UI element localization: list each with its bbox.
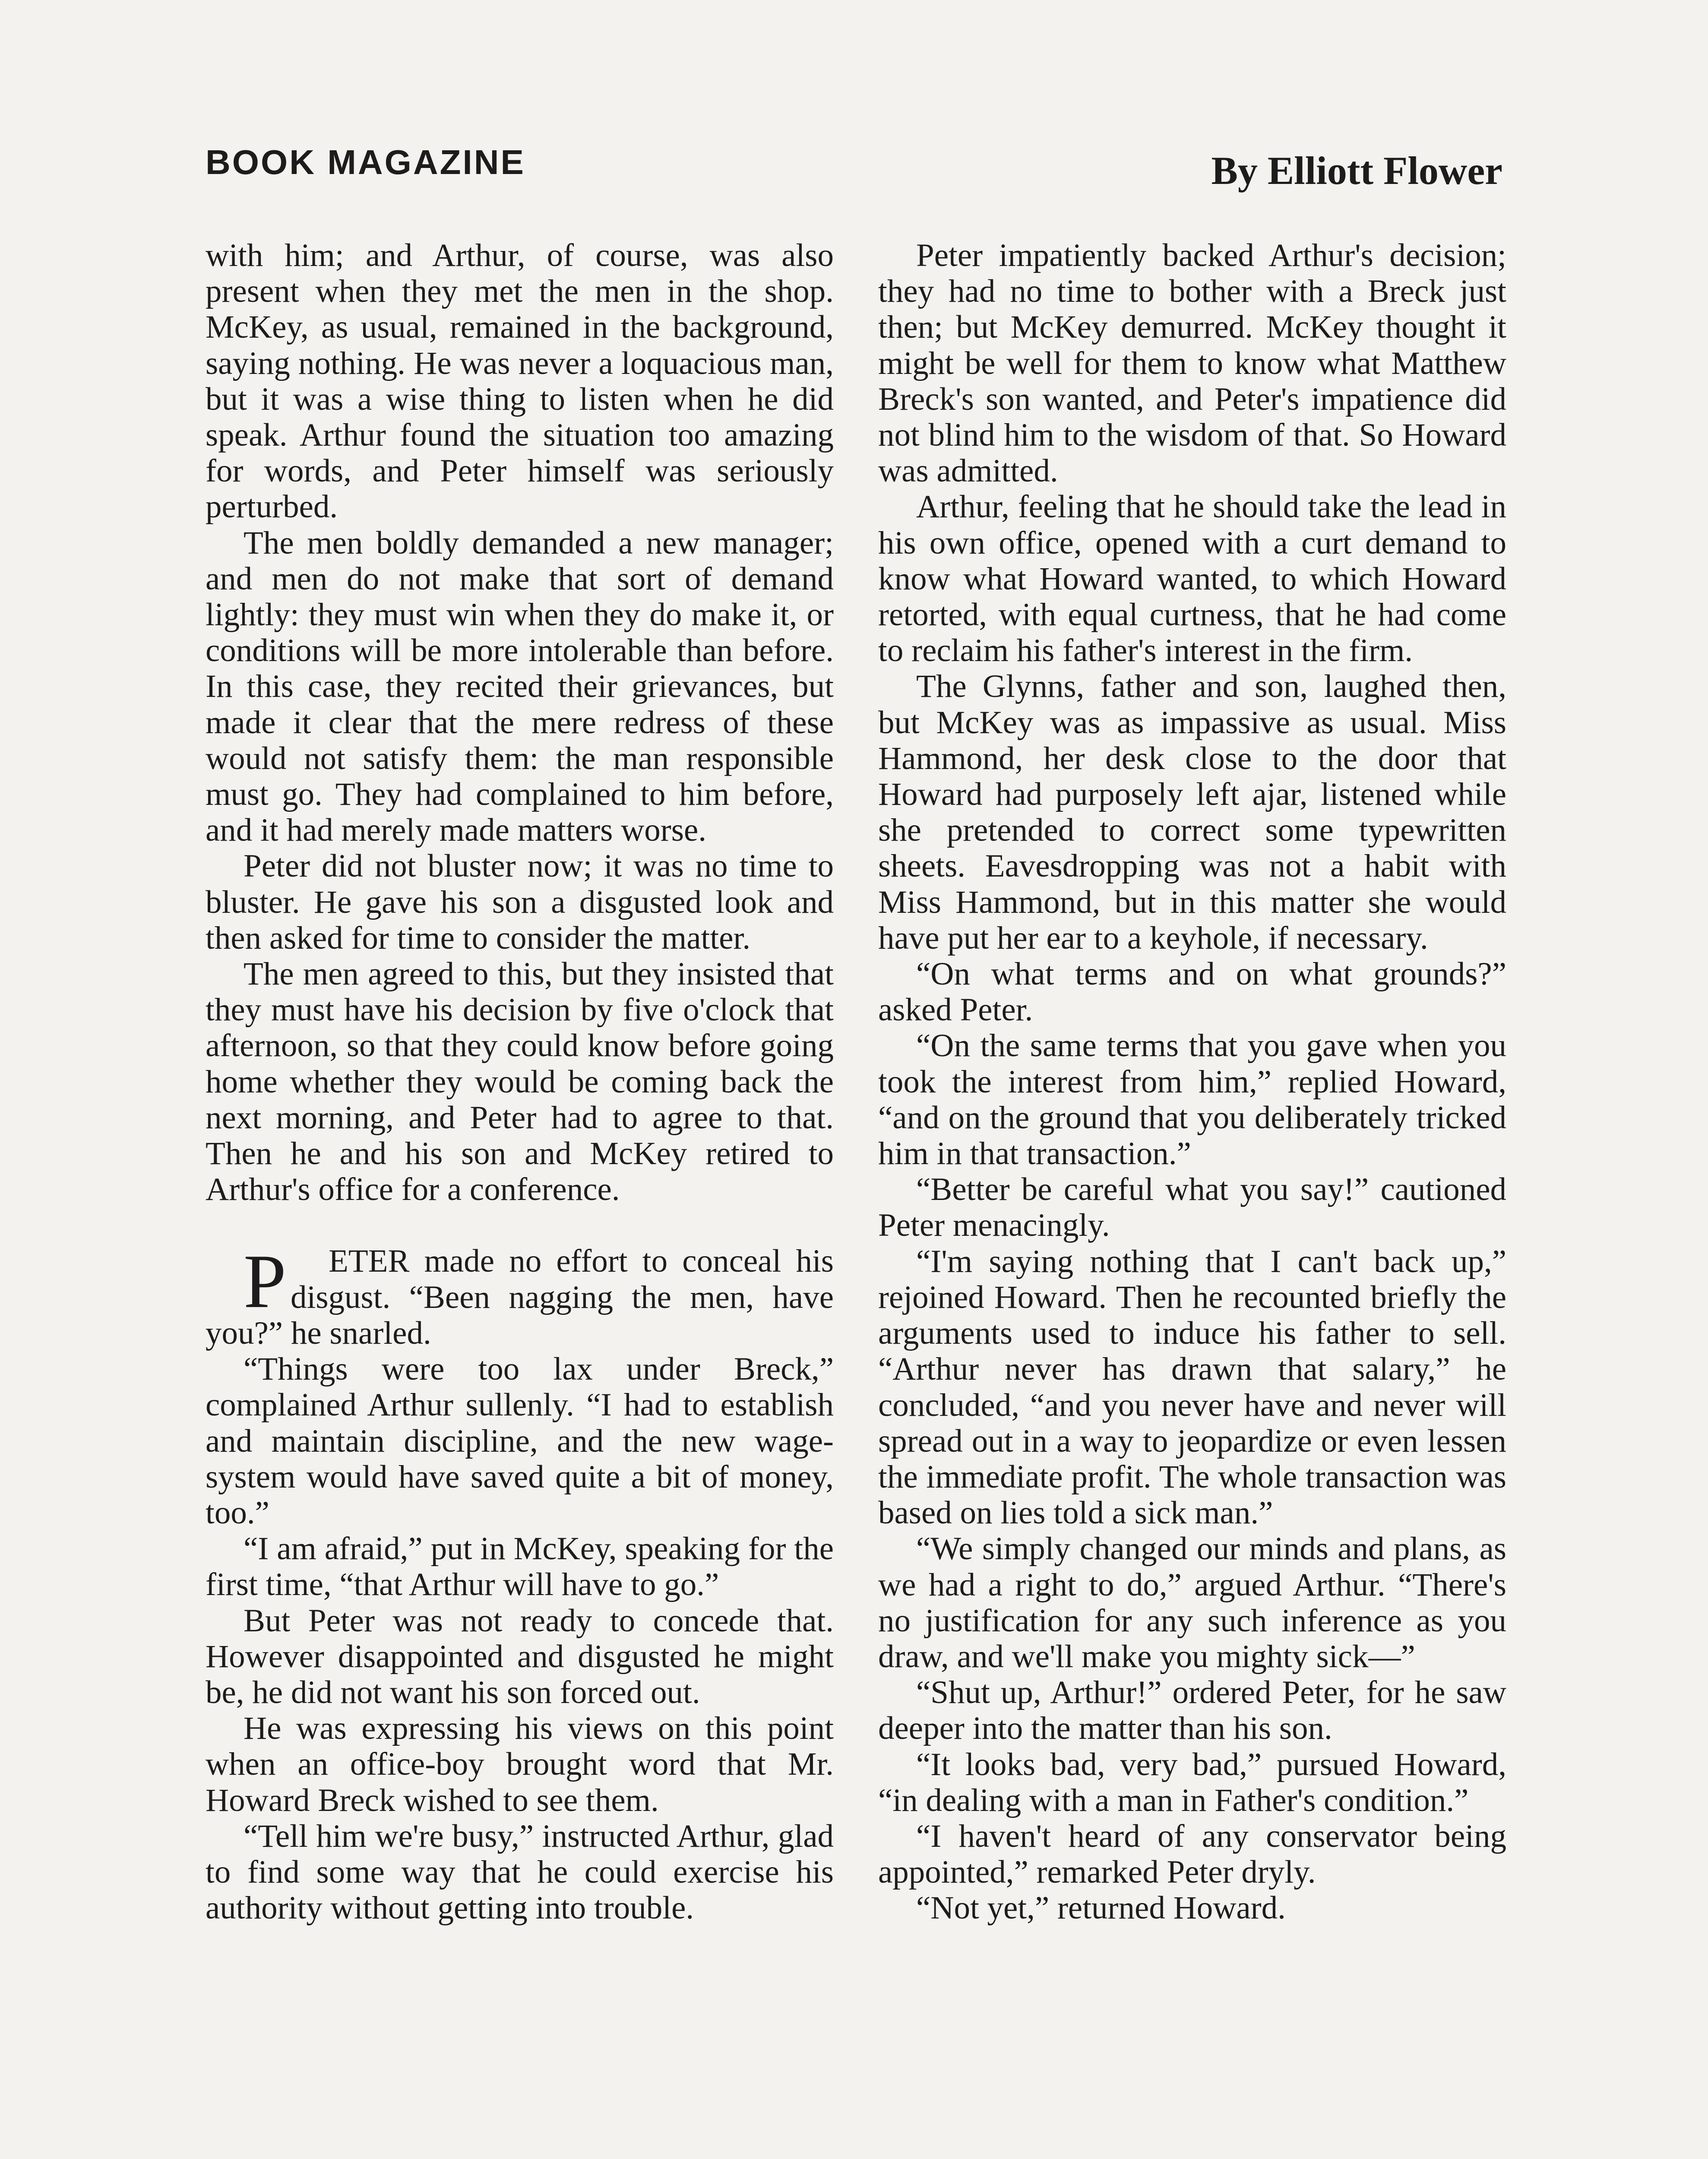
paragraph: “Things were too lax under Breck,” complained Arthur sullenly. “I had to establish and maintain discipline, and the new wage-system would have saved quite a bit of money, too.” bbox=[206, 1351, 834, 1531]
paragraph: The men agreed to this, but they insisted that they must have his decision by five o'clock that afternoon, so that they could know before going home whether they would be coming back the next morning, and Peter had to agree to that. Then he and his son and McKey retired to Arthur's office for a conference. bbox=[206, 956, 834, 1208]
paragraph: “We simply changed our minds and plans, as we had a right to do,” argued Arthur. “There's no justification for any such inference as you draw, and we'll make you mighty sick—” bbox=[878, 1531, 1506, 1675]
paragraph: “On what terms and on what grounds?” asked Peter. bbox=[878, 956, 1506, 1028]
paragraph: Peter impatiently backed Arthur's decision; they had no time to bother with a Breck just then; but McKey demurred. McKey thought it might be well for them to know what Matthew Breck's son wanted, and Peter's impatience did not blind him to the wisdom of that. So Howard was admitted. bbox=[878, 237, 1506, 489]
paragraph: “I'm saying nothing that I can't back up,” rejoined Howard. Then he recounted briefly the arguments used to induce his father to sell. “Arthur never has drawn that salary,” he concluded, “and you never have and never will spread out in a way to jeopardize or even lessen the immediate profit. The whole transaction was based on lies told a sick man.” bbox=[878, 1243, 1506, 1531]
section-opening-text: ETER made no effort to conceal his disgust. “Been nagging the men, have you?” he snarled. bbox=[206, 1243, 834, 1351]
right-column bbox=[878, 237, 1506, 1926]
paragraph: “I haven't heard of any conservator being appointed,” remarked Peter dryly. bbox=[878, 1818, 1506, 1890]
paragraph: Arthur, feeling that he should take the lead in his own office, opened with a curt demand to know what Howard wanted, to which Howard retorted, with equal curtness, that he had come to reclaim his father's interest in the firm. bbox=[878, 489, 1506, 669]
paragraph: But Peter was not ready to concede that. However disappointed and disgusted he might be, he did not want his son forced out. bbox=[206, 1602, 834, 1710]
section-opening-paragraph bbox=[206, 1238, 834, 1351]
author-byline: By Elliott Flower bbox=[1211, 149, 1502, 193]
left-column bbox=[206, 237, 834, 1926]
paragraph: “Tell him we're busy,” instructed Arthur, glad to find some way that he could exercise his authority without getting into trouble. bbox=[206, 1818, 834, 1926]
paragraph: Peter did not bluster now; it was no time to bluster. He gave his son a disgusted look and then asked for time to consider the matter. bbox=[206, 848, 834, 956]
paragraph: The men boldly demanded a new manager; and men do not make that sort of demand lightly: they must win when they do make it, or conditions will be more intolerable than before. In this case, they recited their grievances, but made it clear that the mere redress of these would not satisfy them: the man responsible must go. They had complained to him before, and it had merely made matters worse. bbox=[206, 525, 834, 848]
drop-cap: P bbox=[244, 1238, 286, 1324]
paragraph: with him; and Arthur, of course, was also present when they met the men in the shop. McKey, as usual, remained in the background, saying nothing. He was never a loquacious man, but it was a wise thing to listen when he did speak. Arthur found the situation too amazing for words, and Peter himself was seriously perturbed. bbox=[206, 237, 834, 525]
paragraph: “Better be careful what you say!” cautioned Peter menacingly. bbox=[878, 1171, 1506, 1244]
paragraph: “It looks bad, very bad,” pursued Howard, “in dealing with a man in Father's condition.” bbox=[878, 1746, 1506, 1818]
paragraph: He was expressing his views on this point when an office-boy brought word that Mr. Howard Breck wished to see them. bbox=[206, 1710, 834, 1818]
paragraph: “I am afraid,” put in McKey, speaking for the first time, “that Arthur will have to go.” bbox=[206, 1531, 834, 1603]
magazine-title: BOOK MAGAZINE bbox=[206, 143, 525, 181]
paragraph: “On the same terms that you gave when you took the interest from him,” replied Howard, “and on the ground that you deliberately tricked him in that transaction.” bbox=[878, 1028, 1506, 1172]
paragraph: “Not yet,” returned Howard. bbox=[916, 1890, 1286, 1926]
paragraph: “Shut up, Arthur!” ordered Peter, for he saw deeper into the matter than his son. bbox=[878, 1675, 1506, 1747]
paragraph: The Glynns, father and son, laughed then, but McKey was as impassive as usual. Miss Hammond, her desk close to the door that Howard had purposely left ajar, listened while she pretended to correct some typewritten sheets. Eavesdropping was not a habit with Miss Hammond, but in this matter she would have put her ear to a keyhole, if necessary. bbox=[878, 668, 1506, 956]
